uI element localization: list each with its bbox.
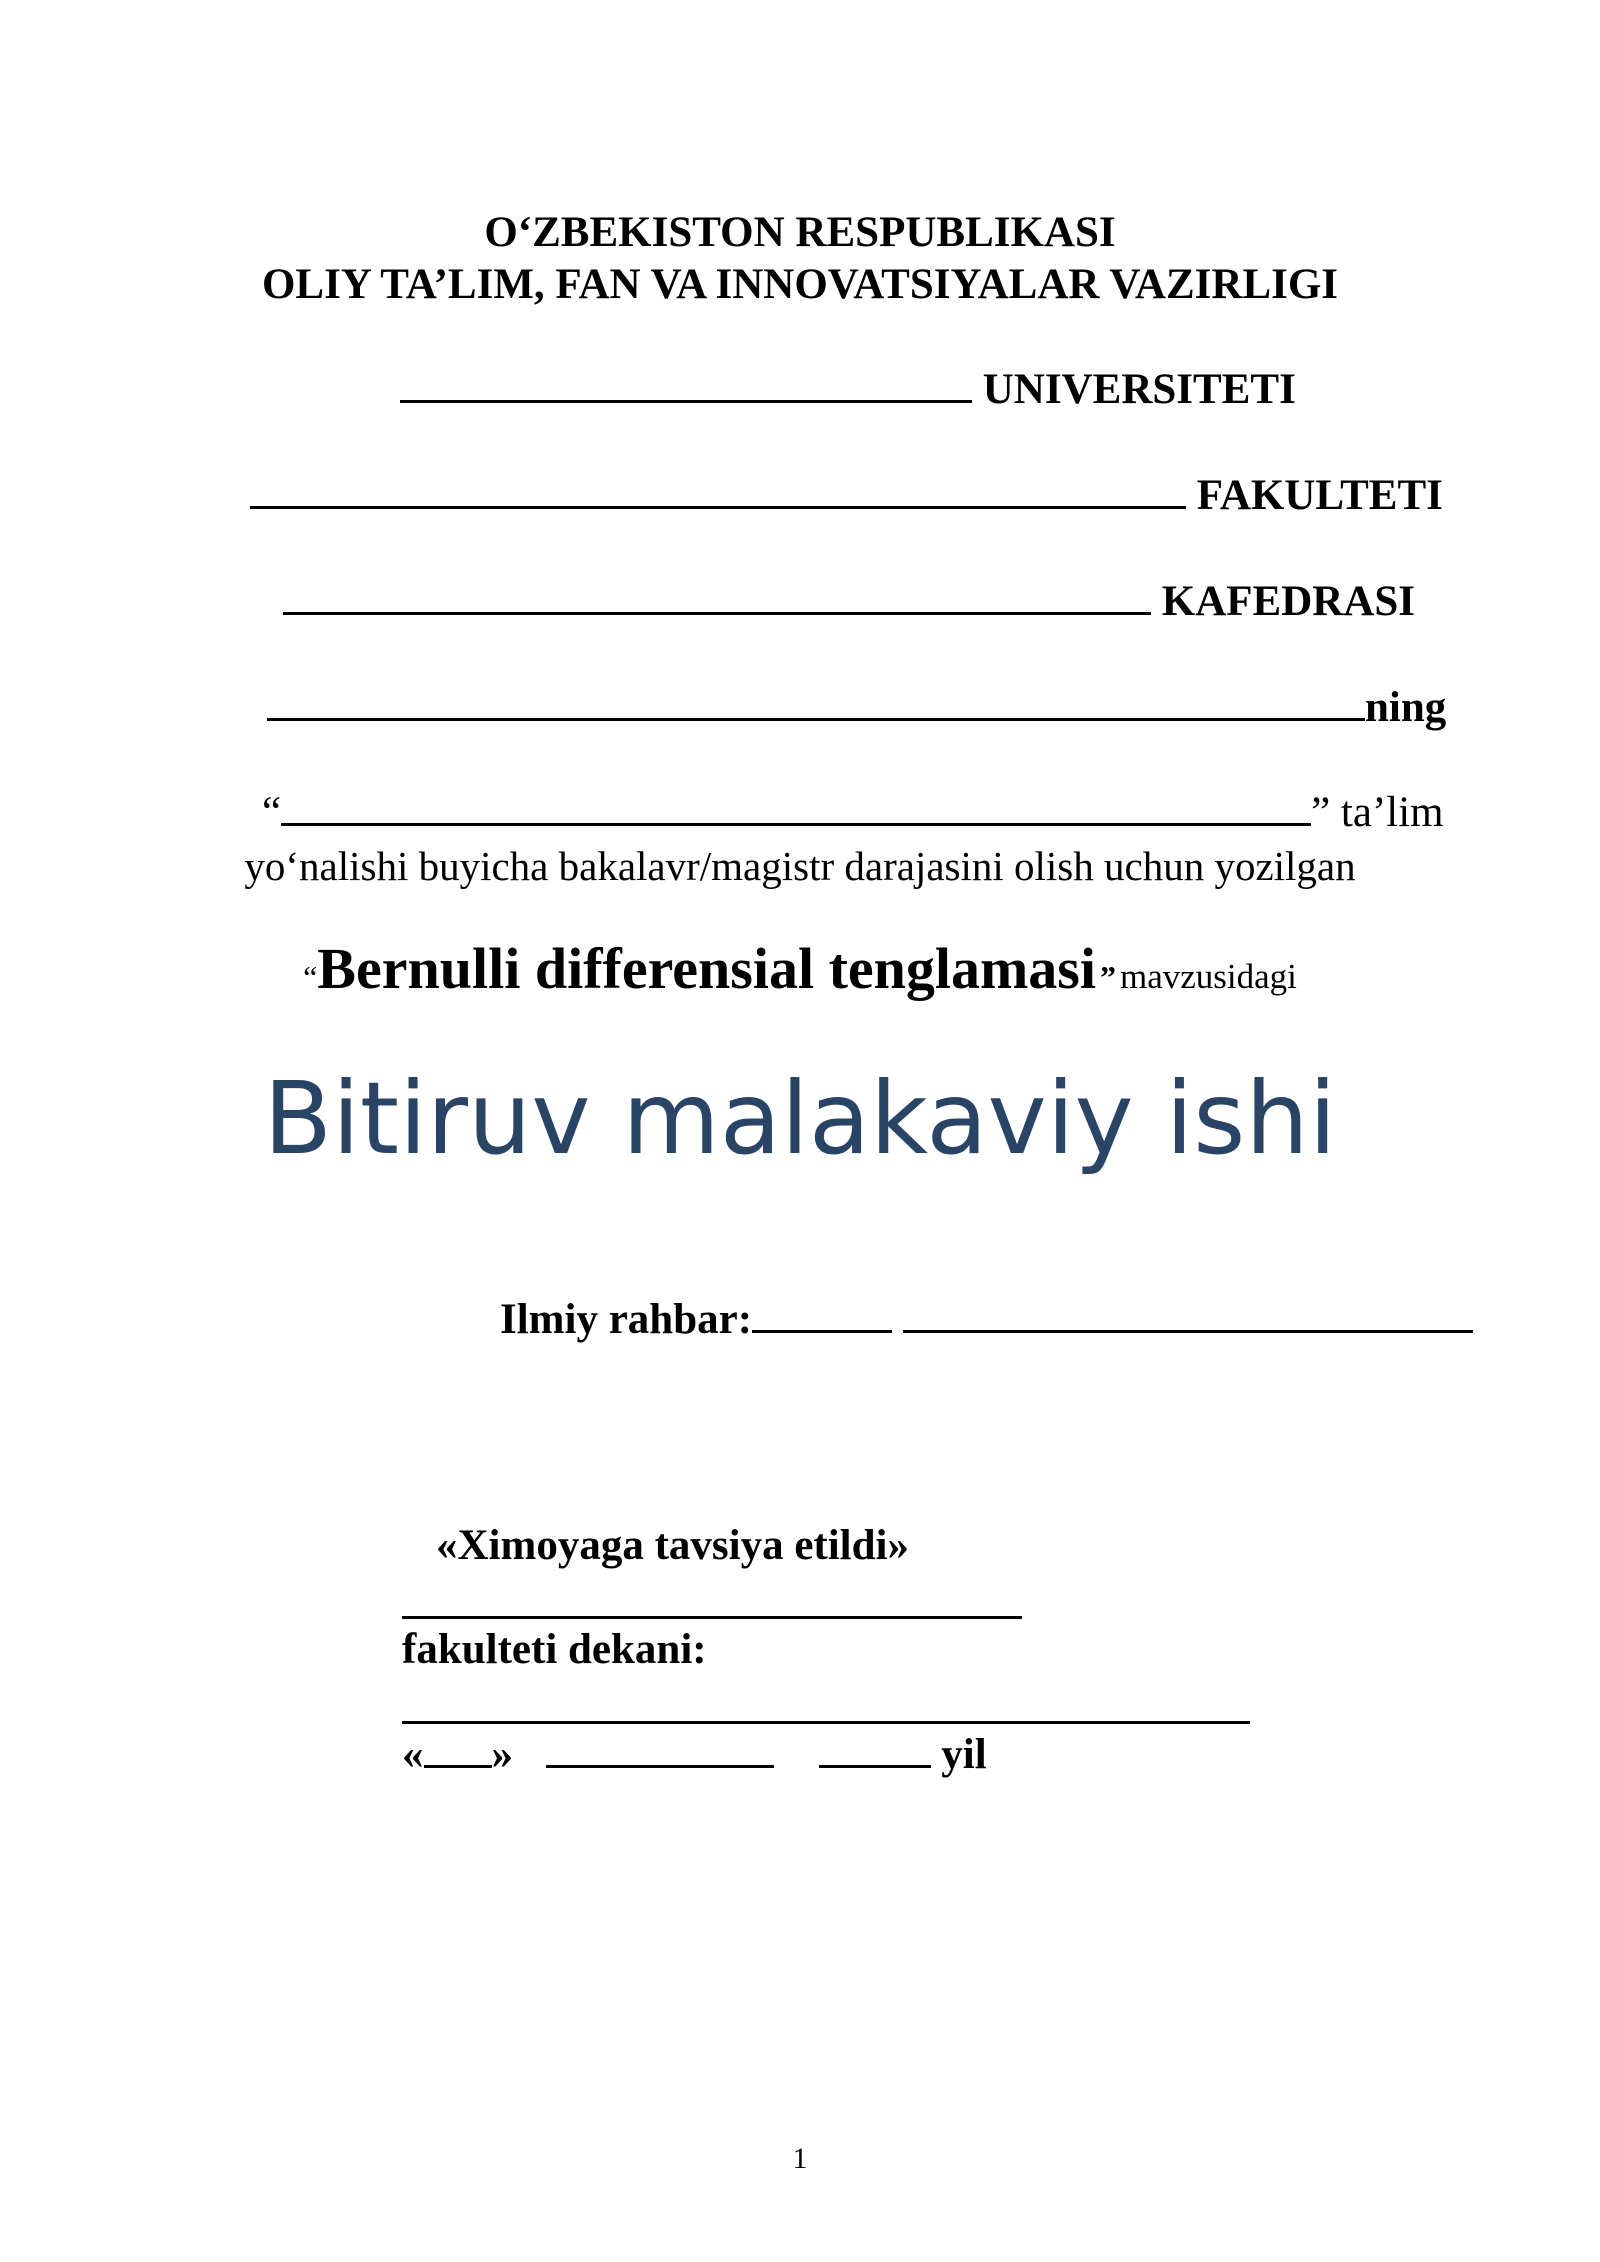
year-label: yil — [941, 1731, 987, 1778]
direction-blank[interactable] — [281, 822, 1311, 826]
approval-heading: «Ximoyaga tavsiya etildi» — [436, 1522, 909, 1569]
dean-name-blank[interactable] — [402, 1720, 1250, 1724]
dean-label: fakulteti dekani: — [402, 1626, 707, 1673]
faculty-name-blank[interactable] — [402, 1615, 1022, 1619]
supervisor-blank-2[interactable] — [903, 1329, 1473, 1333]
topic-title: Bernulli differensial tenglamasi — [317, 936, 1096, 1001]
faculty-label: FAKULTETI — [1196, 472, 1443, 519]
topic-suffix: mavzusidagi — [1120, 957, 1297, 996]
ministry-line-1: O‘ZBEKISTON RESPUBLIKASI — [484, 209, 1116, 256]
university-blank[interactable] — [400, 399, 972, 403]
supervisor-label: Ilmiy rahbar: — [500, 1296, 753, 1343]
date-year-blank[interactable] — [819, 1764, 931, 1768]
topic-open-quote: “ — [303, 959, 318, 995]
university-line — [400, 365, 1296, 414]
name-suffix: ning — [1365, 684, 1447, 731]
student-name-blank[interactable] — [267, 717, 1365, 721]
date-month-blank[interactable] — [546, 1764, 774, 1768]
faculty-line — [250, 471, 1443, 520]
direction-line-2: yo‘nalishi buyicha bakalavr/magistr darajasini olish uchun yozilgan — [244, 843, 1356, 889]
date-line — [402, 1730, 987, 1779]
page-number: 1 — [792, 2142, 808, 2175]
department-label: KAFEDRASI — [1161, 578, 1416, 625]
ministry-line-2: OLIY TA’LIM, FAN VA INNOVATSIYALAR VAZIRLIGI — [261, 261, 1339, 308]
supervisor-line — [500, 1295, 1473, 1344]
student-name-line — [267, 683, 1446, 732]
department-line — [283, 577, 1415, 626]
direction-line — [262, 788, 1444, 837]
supervisor-blank-1[interactable] — [752, 1329, 892, 1333]
date-close-quote: » — [491, 1731, 513, 1778]
direction-open-quote: “ — [262, 789, 282, 836]
department-blank[interactable] — [283, 611, 1151, 615]
date-open-quote: « — [402, 1731, 424, 1778]
document-title: Bitiruv malakaviy ishi — [263, 1060, 1337, 1177]
university-label: UNIVERSITETI — [982, 366, 1296, 413]
direction-close-quote: ” ta’lim — [1311, 789, 1444, 836]
topic-line — [0, 935, 1600, 1002]
date-day-blank[interactable] — [424, 1764, 492, 1768]
faculty-blank[interactable] — [250, 505, 1186, 509]
topic-close-quote: ” — [1100, 959, 1116, 995]
